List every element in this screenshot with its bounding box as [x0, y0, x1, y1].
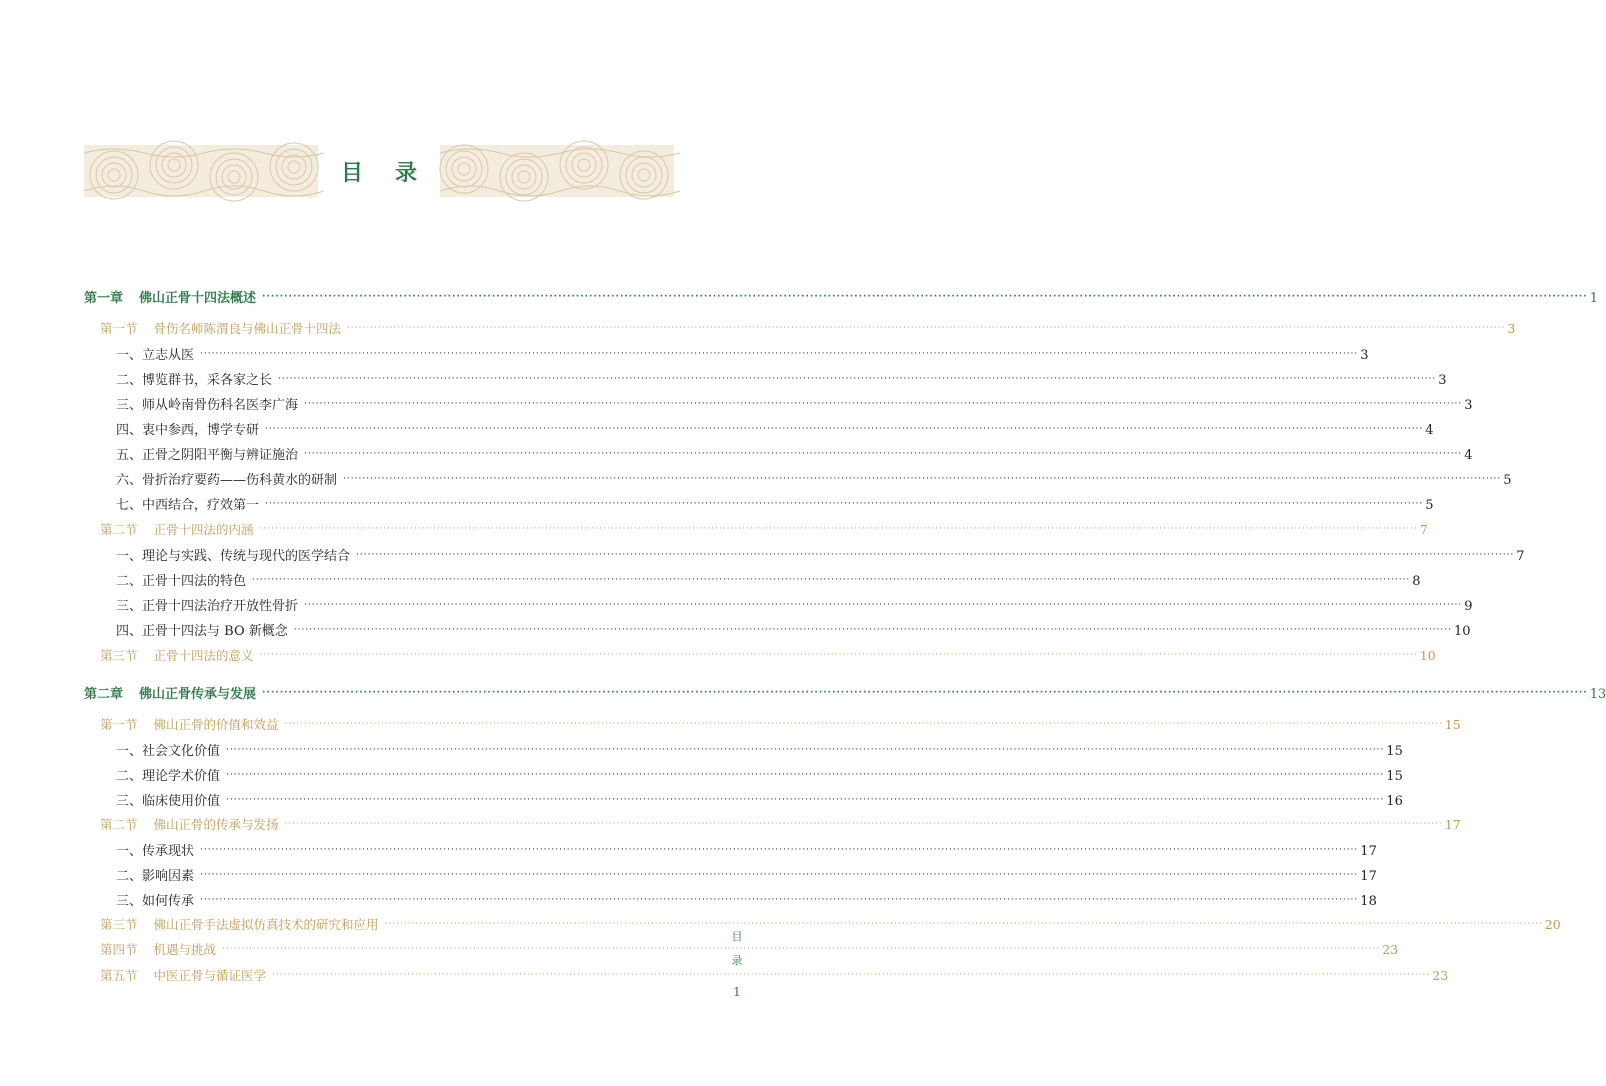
toc-page-number: 20 — [1544, 917, 1561, 932]
toc-entry-title: 佛山正骨的价值和效益 — [153, 717, 279, 732]
toc-entry-number: 三、 — [116, 794, 143, 809]
toc-entry-title: 正骨十四法治疗开放性骨折 — [142, 599, 299, 614]
toc-entry-title: 正骨十四法的意义 — [153, 648, 254, 663]
toc-item-row[interactable] — [116, 444, 1473, 464]
toc-entry-title: 骨伤名师陈渭良与佛山正骨十四法 — [153, 321, 342, 336]
toc-entry-title: 影响因素 — [142, 869, 195, 884]
toc-page-number: 16 — [1386, 794, 1403, 809]
toc-entry-number: 一、 — [116, 549, 143, 564]
toc-page-number: 4 — [1425, 423, 1434, 438]
toc-chapter-row[interactable] — [84, 287, 1598, 307]
toc-entry-title: 正骨十四法与 BO 新概念 — [142, 624, 288, 639]
toc-entry-number: 三、 — [116, 599, 143, 614]
toc-entry-label — [116, 344, 194, 363]
toc-entry-number: 一、 — [116, 348, 143, 363]
toc-dot-leader: ············································································································································································································································································································ — [356, 550, 1515, 560]
toc-section-row[interactable] — [100, 715, 1461, 735]
toc-entry-title: 骨折治疗要药——伤科黄水的研制 — [142, 473, 338, 488]
toc-entry-title: 传承现状 — [142, 844, 195, 859]
toc-dot-leader: ············································································································································································································································································································ — [200, 845, 1359, 855]
toc-item-row[interactable] — [116, 494, 1434, 514]
toc-dot-leader: ············································································································································································································································································································ — [265, 499, 1424, 509]
toc-entry-label — [116, 595, 298, 614]
toc-page-number: 15 — [1386, 744, 1403, 759]
toc-entry-label — [100, 966, 266, 984]
toc-dot-leader: ············································································································································································································································································································ — [304, 600, 1463, 610]
toc-entry-number: 二、 — [116, 373, 143, 388]
toc-item-row[interactable] — [116, 344, 1369, 364]
toc-page-number: 7 — [1516, 549, 1525, 564]
toc-page-number: 23 — [1432, 968, 1449, 983]
toc-dot-leader: ············································································································································································································································································································ — [222, 944, 1381, 954]
toc-page-number: 17 — [1360, 869, 1377, 884]
toc-entry-title: 师从岭南骨伤科名医李广海 — [142, 398, 299, 413]
toc-dot-leader: ············································································································································································································································································································ — [200, 895, 1359, 905]
toc-entry-label — [116, 765, 220, 784]
toc-entry-title: 佛山正骨十四法概述 — [139, 291, 257, 306]
toc-dot-leader: ············································································································································································································································································································ — [226, 745, 1385, 755]
toc-page-number: 17 — [1360, 844, 1377, 859]
toc-dot-leader: ············································································································································································································································································································ — [343, 474, 1502, 484]
toc-item-row[interactable] — [116, 570, 1421, 590]
toc-item-row[interactable] — [116, 840, 1377, 860]
toc-dot-leader: ············································································································································································································································································································ — [226, 770, 1385, 780]
toc-entry-number: 第三节 — [100, 648, 138, 663]
toc-entry-title: 正骨十四法的特色 — [142, 574, 247, 589]
toc-entry-label — [116, 469, 337, 488]
toc-entry-label — [116, 570, 246, 589]
toc-dot-leader: ············································································································································································································································································································ — [284, 819, 1443, 829]
toc-entry-number: 二、 — [116, 869, 143, 884]
toc-page-number: 1 — [1589, 291, 1598, 306]
toc-page-number: 8 — [1412, 574, 1421, 589]
toc-dot-leader: ············································································································································································································································································································ — [200, 870, 1359, 880]
toc-entry-number: 第五节 — [100, 968, 138, 983]
toc-item-row[interactable] — [116, 469, 1512, 489]
toc-entry-label — [116, 494, 259, 513]
toc-entry-label — [116, 790, 220, 809]
toc-entry-title: 佛山正骨传承与发展 — [139, 687, 257, 702]
toc-page-number: 5 — [1425, 498, 1434, 513]
toc-entry-number: 四、 — [116, 624, 143, 639]
toc-entry-title: 正骨之阴阳平衡与辨证施治 — [142, 448, 299, 463]
toc-entry-label — [100, 815, 279, 833]
toc-entry-label — [100, 646, 254, 664]
toc-entry-label — [116, 865, 194, 884]
toc-entry-label — [84, 683, 256, 702]
toc-page-number: 23 — [1382, 942, 1399, 957]
toc-page-number: 7 — [1419, 522, 1428, 537]
toc-entry-title: 立志从医 — [142, 348, 195, 363]
toc-entry-title: 衷中参西，博学专研 — [142, 423, 260, 438]
toc-dot-leader: ············································································································································································································································································································ — [284, 719, 1443, 729]
toc-page-number: 10 — [1419, 648, 1436, 663]
toc-dot-leader: ············································································································································································································································································································ — [259, 650, 1418, 660]
toc-entry-label — [116, 394, 298, 413]
toc-dot-leader: ············································································································································································································································································································ — [259, 524, 1418, 534]
toc-dot-leader: ············································································································································································································································································································ — [278, 374, 1437, 384]
toc-entry-label — [116, 545, 350, 564]
toc-entry-number: 第四节 — [100, 942, 138, 957]
toc-dot-leader: ············································································································································································································································································································ — [272, 970, 1431, 980]
side-label-char-2: 录 — [731, 954, 743, 967]
side-label-char-1: 目 — [731, 930, 743, 943]
toc-entry-number: 五、 — [116, 448, 143, 463]
toc-entry-number: 一、 — [116, 844, 143, 859]
toc-item-row[interactable] — [116, 740, 1403, 760]
toc-entry-label — [116, 840, 194, 859]
toc-entry-number: 一、 — [116, 744, 143, 759]
toc-chapter-row[interactable] — [84, 683, 1606, 703]
toc-dot-leader: ············································································································································································································································································································ — [304, 399, 1463, 409]
toc-item-row[interactable] — [116, 620, 1471, 640]
toc-page-number: 13 — [1589, 687, 1606, 702]
toc-entry-number: 第二章 — [84, 687, 124, 702]
toc-item-row[interactable] — [116, 790, 1403, 810]
toc-item-row[interactable] — [116, 765, 1403, 785]
toc-entry-title: 佛山正骨的传承与发扬 — [153, 817, 279, 832]
toc-entry-number: 第三节 — [100, 917, 138, 932]
toc-entry-title: 理论学术价值 — [142, 769, 221, 784]
toc-item-row[interactable] — [116, 394, 1473, 414]
toc-page-number: 4 — [1464, 448, 1473, 463]
page-number: 1 — [733, 985, 741, 999]
toc-dot-leader: ············································································································································································································································································································ — [226, 795, 1385, 805]
toc-page-number: 10 — [1454, 624, 1471, 639]
toc-entry-label — [116, 419, 259, 438]
toc-page-number: 5 — [1503, 473, 1512, 488]
toc-page-number: 9 — [1464, 599, 1473, 614]
toc-page-number: 3 — [1360, 348, 1369, 363]
toc-entry-number: 第二节 — [100, 522, 138, 537]
toc-entry-label — [100, 520, 254, 538]
toc-entry-title: 中西结合，疗效第一 — [142, 498, 260, 513]
toc-page-number: 15 — [1386, 769, 1403, 784]
toc-dot-leader: ············································································································································································································································································································ — [262, 688, 1588, 698]
toc-page-number: 3 — [1438, 373, 1447, 388]
toc-entry-label — [100, 319, 341, 337]
toc-section-row[interactable] — [100, 520, 1428, 540]
toc-dot-leader: ············································································································································································································································································································ — [252, 575, 1411, 585]
toc-entry-number: 四、 — [116, 423, 143, 438]
toc-dot-leader: ············································································································································································································································································································ — [200, 349, 1359, 359]
toc-dot-leader: ············································································································································································································································································································ — [384, 919, 1543, 929]
toc-page-number: 3 — [1507, 321, 1516, 336]
toc-section-row[interactable] — [100, 815, 1461, 835]
toc-item-row[interactable] — [116, 865, 1377, 885]
toc-entry-number: 第二节 — [100, 817, 138, 832]
toc-entry-title: 临床使用价值 — [142, 794, 221, 809]
toc-entry-label — [116, 444, 298, 463]
toc-entry-number: 第一节 — [100, 717, 138, 732]
toc-item-row[interactable] — [116, 369, 1447, 389]
toc-entry-label — [100, 940, 216, 958]
toc-page-number: 3 — [1464, 398, 1473, 413]
toc-item-row[interactable] — [116, 419, 1434, 439]
toc-section-row[interactable] — [100, 646, 1436, 666]
toc-entry-label — [100, 915, 379, 933]
toc-entry-number: 六、 — [116, 473, 143, 488]
toc-entry-title: 社会文化价值 — [142, 744, 221, 759]
toc-entry-label — [116, 620, 288, 639]
toc-entry-label — [116, 740, 220, 759]
toc-dot-leader: ············································································································································································································································································································ — [293, 625, 1452, 635]
toc-entry-title: 博览群书，采各家之长 — [142, 373, 273, 388]
toc-entry-title: 机遇与挑战 — [153, 942, 217, 957]
title-char-1: 目 — [340, 160, 363, 186]
side-running-header — [726, 925, 748, 973]
toc-entry-number: 第一节 — [100, 321, 138, 336]
toc-entry-label — [100, 715, 279, 733]
toc-entry-number: 三、 — [116, 398, 143, 413]
toc-entry-title: 理论与实践、传统与现代的医学结合 — [142, 549, 351, 564]
toc-entry-title: 正骨十四法的内涵 — [153, 522, 254, 537]
toc-dot-leader: ············································································································································································································································································································ — [262, 292, 1588, 302]
toc-entry-label — [116, 890, 194, 909]
toc-entry-title: 中医正骨与循证医学 — [153, 968, 267, 983]
toc-dot-leader: ············································································································································································································································································································ — [304, 449, 1463, 459]
toc-entry-title: 佛山正骨手法虚拟仿真技术的研究和应用 — [153, 917, 379, 932]
toc-entry-title: 如何传承 — [142, 894, 195, 909]
toc-entry-number: 二、 — [116, 574, 143, 589]
toc-section-row[interactable] — [100, 319, 1516, 339]
toc-section-row[interactable] — [100, 966, 1449, 986]
toc-entry-number: 七、 — [116, 498, 143, 513]
toc-page-number: 15 — [1444, 717, 1461, 732]
toc-entry-label — [116, 369, 272, 388]
toc-page-number: 18 — [1360, 894, 1377, 909]
toc-entry-number: 三、 — [116, 894, 143, 909]
title-char-2: 录 — [395, 160, 418, 186]
toc-page-number: 17 — [1444, 817, 1461, 832]
toc-item-row[interactable] — [116, 595, 1473, 615]
toc-entry-label — [84, 287, 256, 306]
toc-dot-leader: ············································································································································································································································································································ — [265, 424, 1424, 434]
toc-dot-leader: ············································································································································································································································································································ — [347, 323, 1506, 333]
toc-entry-number: 第一章 — [84, 291, 124, 306]
toc-item-row[interactable] — [116, 545, 1525, 565]
toc-section-row[interactable] — [100, 940, 1399, 960]
toc-item-row[interactable] — [116, 890, 1377, 910]
toc-entry-number: 二、 — [116, 769, 143, 784]
toc-section-row[interactable] — [100, 915, 1561, 935]
